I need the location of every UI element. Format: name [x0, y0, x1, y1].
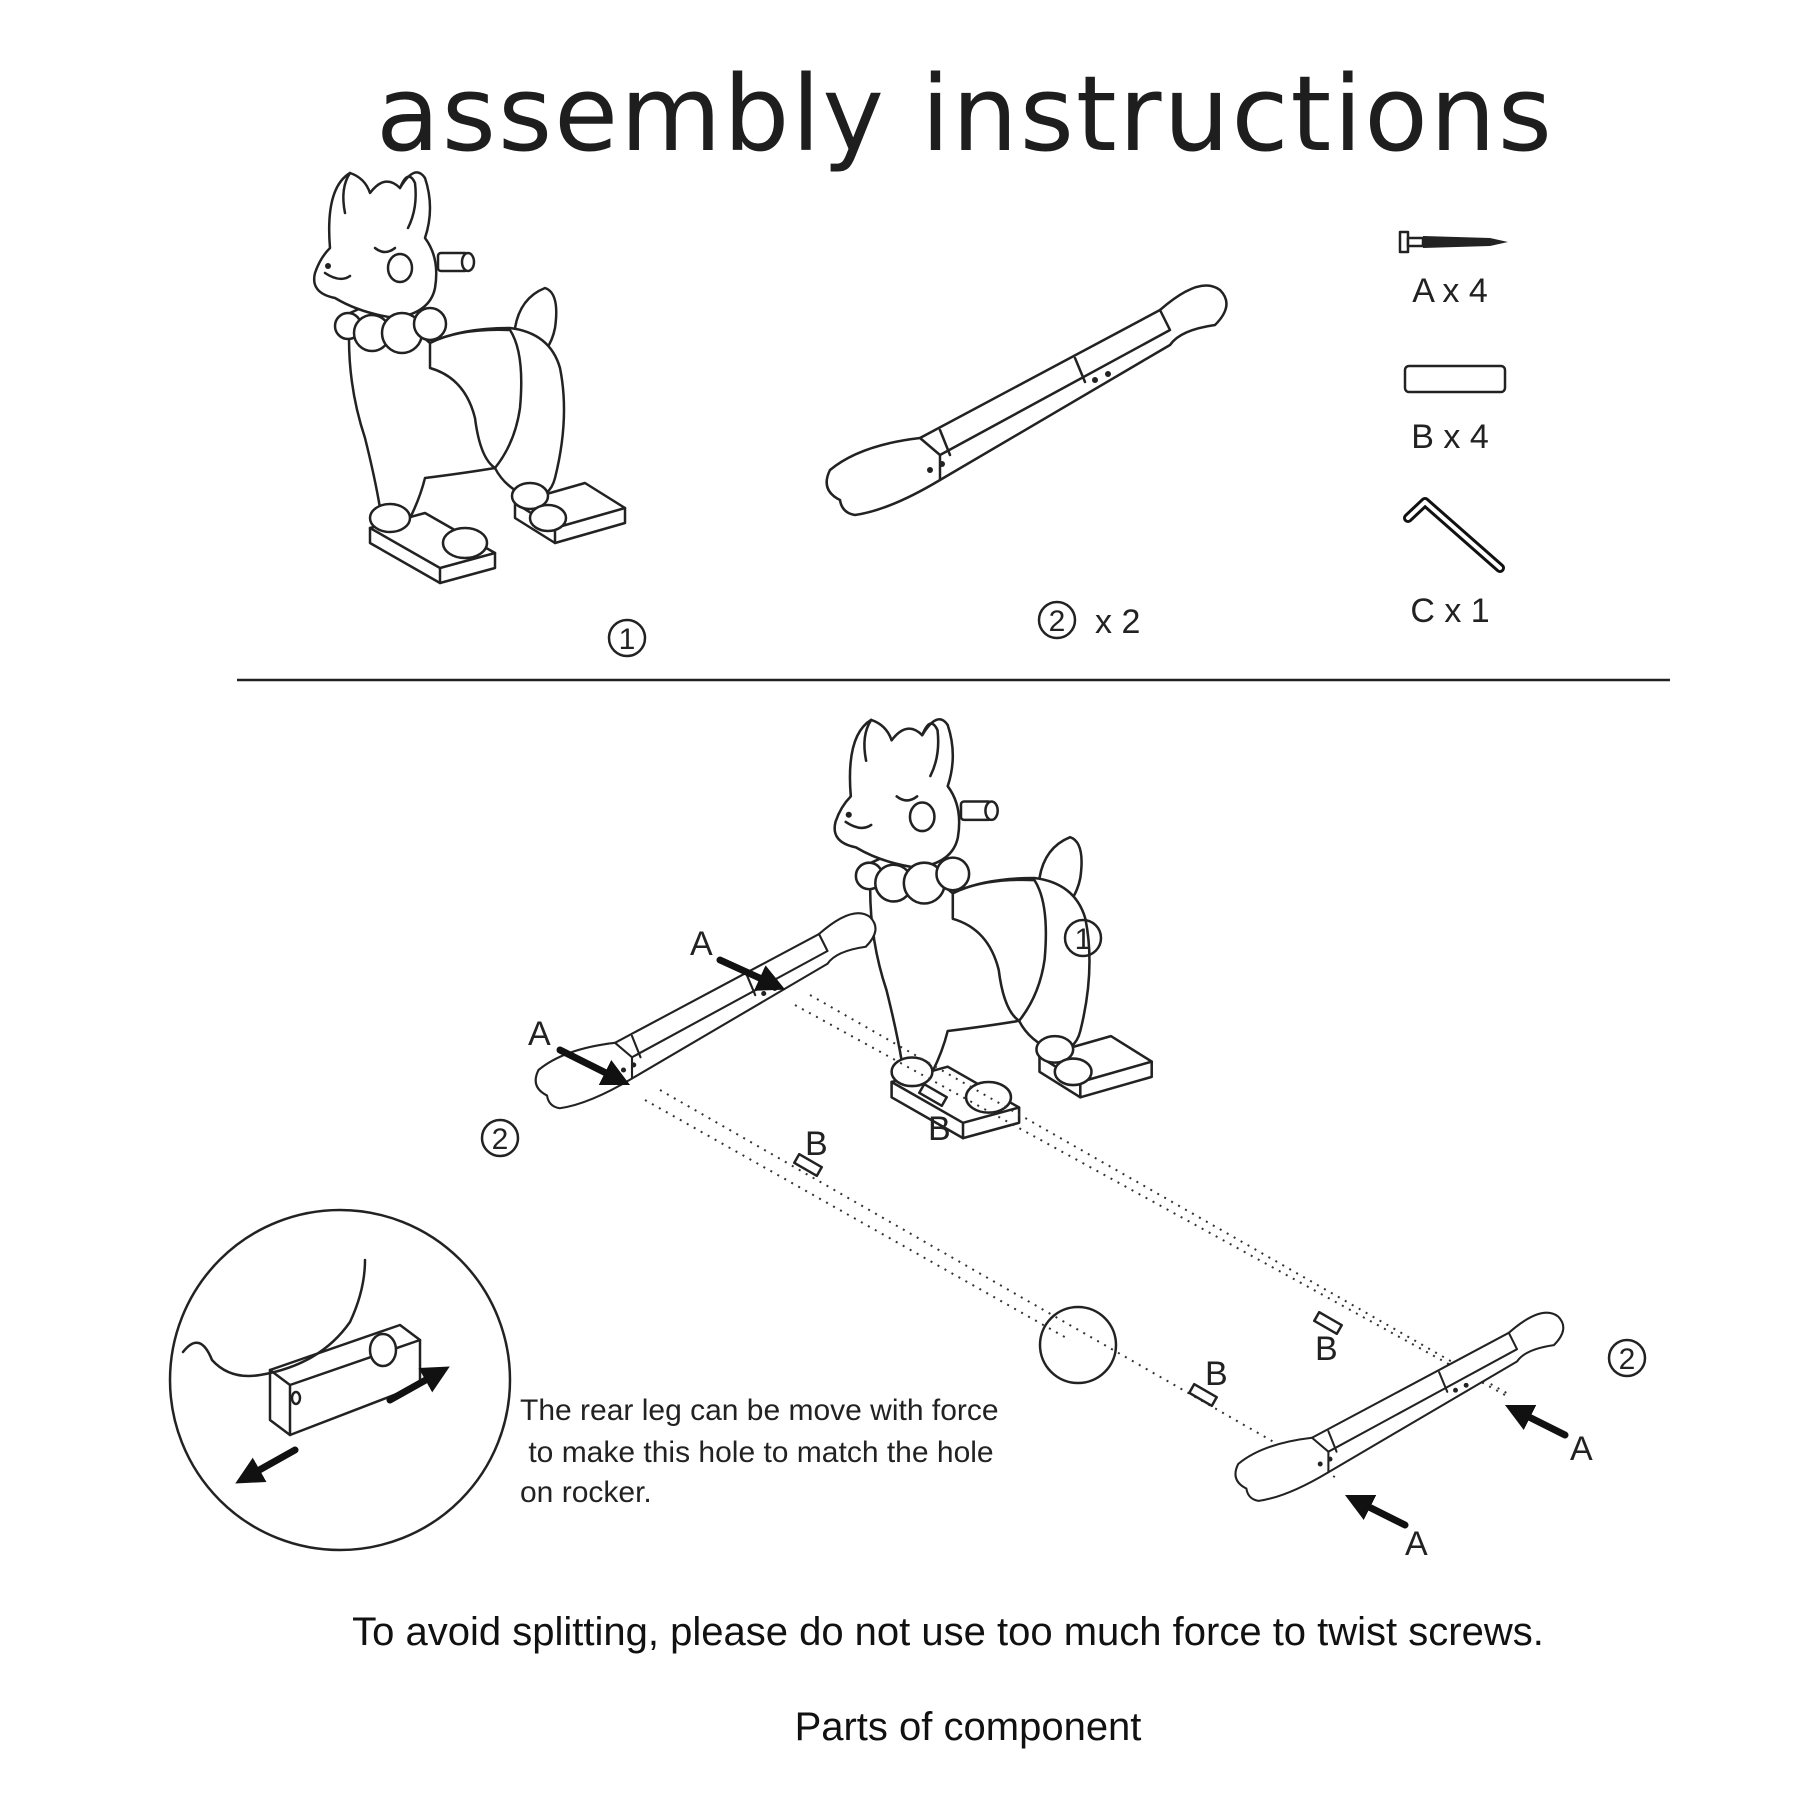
hardware-b-label: B x 4: [1411, 418, 1489, 456]
detail-zoom: [170, 1210, 510, 1550]
part-2-rocker: [827, 286, 1227, 516]
part-2-quantity: x 2: [1095, 603, 1141, 641]
screw-arrow-3: [1515, 1410, 1565, 1435]
screw-label-4: A: [1405, 1525, 1428, 1563]
dowel-icon: [1405, 366, 1505, 392]
warning-text: To avoid splitting, please do not use too much force to twist screws.: [352, 1610, 1544, 1654]
dowel-label-1: B: [805, 1125, 828, 1163]
part-2-number: 2: [1048, 605, 1066, 638]
assembly-part-1-number: 1: [1074, 923, 1092, 956]
detail-note-line-3: on rocker.: [520, 1476, 652, 1509]
page-title: assembly instructions: [376, 53, 1554, 175]
dowel-label-2: B: [928, 1110, 951, 1148]
hardware-a-label: A x 4: [1412, 272, 1488, 310]
screw-label-2: A: [528, 1015, 551, 1053]
caption-text: Parts of component: [794, 1705, 1142, 1749]
part-1-llama: [314, 172, 625, 583]
detail-note-line-1: The rear leg can be move with force: [520, 1394, 999, 1427]
screw-arrow-4: [1355, 1500, 1405, 1525]
screw-icon: [1400, 232, 1508, 252]
dowel-label-3: B: [1205, 1355, 1228, 1393]
detail-note-line-2: to make this hole to match the hole: [520, 1436, 994, 1469]
hardware-c-label: C x 1: [1410, 592, 1490, 630]
allen-key-icon: [1408, 502, 1500, 568]
screw-label-3: A: [1570, 1430, 1593, 1468]
assembly-part-2-right-number: 2: [1618, 1343, 1636, 1376]
part-1-number: 1: [618, 623, 636, 656]
assembly-llama: [835, 719, 1152, 1138]
assembly-part-2-left-number: 2: [491, 1123, 509, 1156]
dowel-label-4: B: [1315, 1330, 1338, 1368]
screw-label-1: A: [690, 925, 713, 963]
